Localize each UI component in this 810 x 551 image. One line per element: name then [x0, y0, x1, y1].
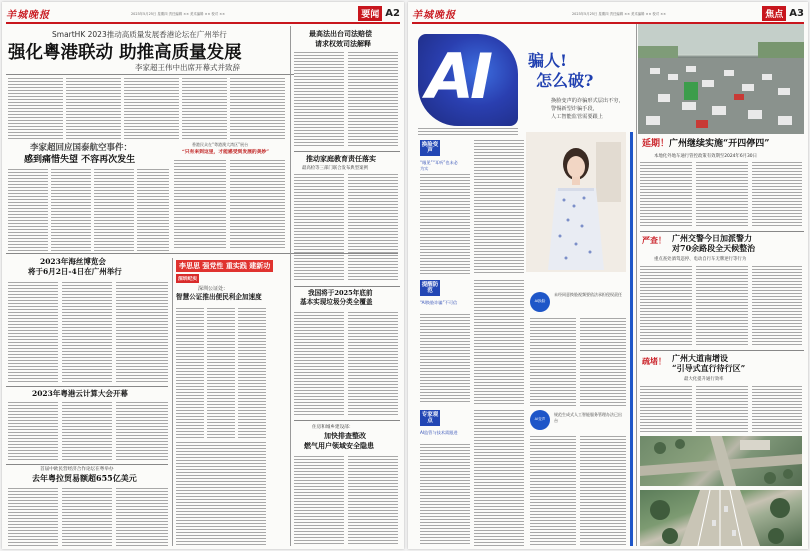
crackdown-label: 严查！	[642, 235, 666, 245]
view-body-2	[474, 410, 524, 546]
computing-headline: 2023年粤港云计算大会开幕	[32, 389, 128, 398]
view-body-1	[420, 444, 470, 546]
circle-tag-face: AI换脸	[530, 292, 550, 312]
case-body-2	[474, 140, 524, 274]
ai-headline-2: 怎么破?	[536, 71, 594, 90]
tag-case: 换脸变声	[420, 140, 440, 156]
extend-body-1	[640, 162, 692, 228]
notary-body-3	[238, 308, 266, 438]
page-a3	[408, 2, 808, 549]
voice-body-2	[580, 318, 626, 406]
law-body-1	[530, 436, 576, 546]
relief-headline-1: 广州大道南增设	[672, 353, 728, 363]
extend-heading	[642, 139, 769, 149]
trade-kicker: 首届中欧民营经济合作论坛在粤举办	[40, 467, 114, 472]
lead-headline: 强化粤港联动 助推高质量发展	[8, 43, 242, 63]
tag-tip-sub: “AI换脸诈骗”不可信	[420, 300, 458, 305]
extend-body-2	[696, 162, 748, 228]
traffic-photo	[638, 24, 804, 134]
lead-body-col-1	[8, 78, 63, 140]
waste-headline-2: 基本实现垃圾分类全覆盖	[300, 298, 373, 306]
family-body-2	[348, 174, 398, 282]
quote-body-1	[174, 160, 226, 250]
aviation-headline-1: 李家超回应国泰航空事件：	[30, 143, 133, 153]
expo-headline-1: 2023年海丝博览会	[40, 257, 106, 266]
lead-subhead: 李家超王伟中出席开幕式并致辞	[135, 63, 240, 72]
tag-view: 专家观点	[420, 410, 440, 426]
notary-body-1	[176, 308, 204, 438]
relief-body-1	[640, 386, 692, 432]
expo-body-3	[116, 282, 168, 382]
quote-caption: 香港民众在“粤港澳大湾区”展台	[192, 142, 249, 147]
trade-headline: 去年粤拉贸易额超655亿美元	[32, 473, 137, 483]
section-label	[762, 5, 804, 21]
section-name: 要闻	[358, 6, 382, 21]
waste-body-1	[294, 312, 344, 416]
aerial-photo-2	[640, 490, 802, 546]
waste-headline-1: 我国将于2025年底前	[308, 289, 373, 297]
case-body-1	[420, 174, 470, 274]
trade-body-1	[8, 488, 58, 546]
note-1: 未经同意换脸视频要依法承担侵权责任	[554, 292, 622, 297]
ai-subhead-3: 人工智能监管需要跟上	[551, 114, 603, 120]
masthead-info: 2023年5月25日 星期四 责任编辑 ×× 美术编辑 ×× 校对 ××	[572, 12, 666, 16]
expo-body-2	[62, 282, 112, 382]
court-headline-2: 请求权效司法解释	[315, 39, 371, 48]
note-2: 规范生成式人工智能服务管理办法已出台	[554, 412, 622, 423]
newspaper-logo: 羊城晚报	[412, 10, 456, 21]
computing-body-3	[116, 402, 168, 460]
court-body-2	[348, 52, 398, 148]
court-body-1	[294, 52, 344, 148]
lead-body-col-4	[182, 78, 227, 140]
voice-body-1	[530, 318, 576, 406]
relief-headline-2: “引导式直行待行区”	[672, 363, 746, 373]
trade-body-3	[116, 488, 168, 546]
notary-body-2	[207, 308, 235, 438]
gas-body-2	[348, 456, 398, 546]
relief-body-2	[696, 386, 748, 432]
aviation-headline-2: 感到痛惜失望 不容再次发生	[24, 155, 136, 165]
expo-headline-2: 将于6月2日-4日在广州举行	[28, 267, 122, 276]
extend-body-3	[752, 162, 802, 228]
page-a2	[2, 2, 404, 549]
relief-label: 疏堵！	[642, 356, 666, 366]
crackdown-headline-1: 广州交警今日加派警力	[672, 233, 752, 243]
tag-view-sub: AI监管与技术需跟进	[420, 430, 458, 435]
relief-subhead: 最大化提升通行效率	[684, 377, 724, 382]
relief-body-3	[752, 386, 802, 432]
lead-body-col-2	[66, 78, 121, 140]
quote-text: “只有来到这里，才能感受到发展的美妙”	[182, 149, 270, 155]
notary-badge: 深圳纪实	[176, 274, 199, 283]
masthead	[412, 5, 804, 24]
gas-headline-2: 燃气用户领域安全隐患	[304, 441, 374, 450]
ai-portrait-photo	[526, 132, 626, 272]
extend-label: 延期！	[642, 139, 670, 149]
ai-intro	[418, 128, 518, 136]
section-label	[358, 5, 400, 21]
notary-headline: 智慧公证推出便民利企加速度	[176, 293, 262, 301]
crackdown-body-1	[640, 266, 692, 346]
quote-body-2	[230, 160, 285, 250]
lead-body-col-5	[230, 78, 285, 140]
crackdown-body-2	[696, 266, 748, 346]
crackdown-body-3	[752, 266, 802, 346]
ai-graphic-text: AI	[426, 40, 490, 113]
aviation-body-2	[51, 169, 91, 251]
lead-body-col-3	[124, 78, 179, 140]
tip-body-1	[420, 314, 470, 404]
aviation-body-4	[137, 169, 169, 251]
computing-body-2	[62, 402, 112, 460]
ai-subhead-1: 换脸变声的诈骗形式层出不穷，	[551, 98, 624, 104]
family-subhead: 最高检等三部门联合发布典型案例	[302, 166, 368, 171]
expo-body-1	[8, 282, 58, 382]
aerial-photo-1	[640, 436, 802, 486]
lead-kicker: SmartHK 2023推动高质量发展香港论坛在广州举行	[52, 30, 227, 39]
crackdown-headline-2: 对70余路段全天候整治	[672, 243, 756, 253]
family-body-1	[294, 174, 344, 282]
section-name: 焦点	[762, 6, 786, 21]
masthead-info: 2023年5月25日 星期四 责任编辑 ×× 美术编辑 ×× 校对 ××	[131, 12, 225, 16]
page-number: A2	[385, 7, 400, 19]
ai-subhead-2: 警惕新型诈骗手段，	[551, 106, 598, 112]
aviation-body-3	[94, 169, 134, 251]
extend-subhead: 本地化外地车通行管控政策有效期至2024年6月30日	[654, 154, 757, 159]
circle-tag-voice: AI变声	[530, 410, 550, 430]
page-number: A3	[789, 7, 804, 19]
gas-headline-1: 加快排查整改	[324, 431, 366, 440]
waste-body-2	[348, 312, 398, 416]
gas-kicker: 住房和城乡建设部：	[312, 425, 354, 430]
tip-body-2	[474, 280, 524, 404]
notary-kicker: 深圳公证处：	[198, 286, 229, 292]
gas-body-1	[294, 456, 344, 546]
masthead	[6, 5, 400, 24]
newspaper-logo: 羊城晚报	[6, 10, 50, 21]
tag-tip: 提醒防范	[420, 280, 440, 296]
tag-case-sub: “眼见”“耳听”也未必为实	[420, 160, 458, 171]
trade-body-2	[62, 488, 112, 546]
aviation-body-1	[8, 169, 48, 251]
notary-body-4	[176, 442, 266, 546]
names-bar: 李思思 强党性 重实践 建新功	[176, 260, 273, 272]
court-headline-1: 最高法出台司法赔偿	[309, 29, 372, 38]
crackdown-subhead: 重点查处酒驾违停、电动自行车无牌逆行等行为	[654, 257, 747, 262]
law-body-2	[580, 436, 626, 546]
ai-headline-1: 骗人!	[528, 51, 568, 70]
extend-headline: 广州继续实施“开四停四”	[669, 139, 770, 149]
family-headline: 推动家庭教育责任落实	[306, 154, 376, 163]
computing-body-1	[8, 402, 58, 460]
